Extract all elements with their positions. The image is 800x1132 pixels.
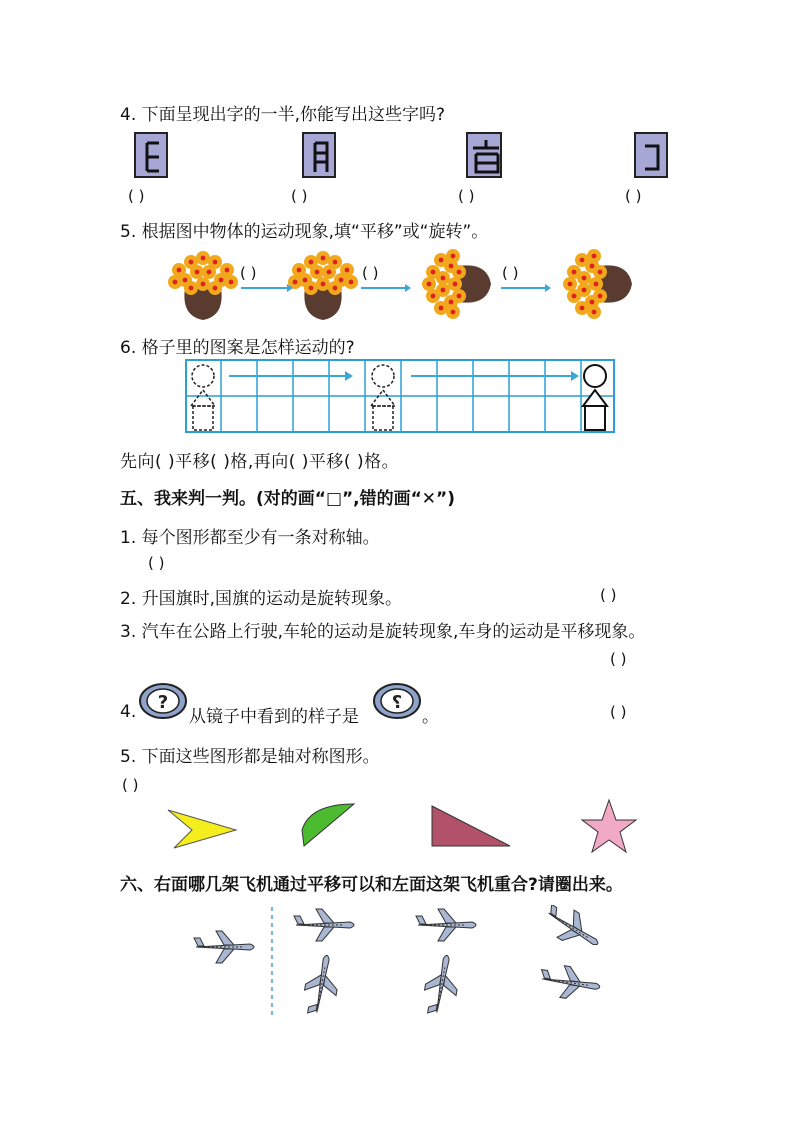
judge-item-3-text: 3. 汽车在公路上行驶,车轮的运动是旋转现象,车身的运动是平移现象。 [120, 622, 646, 642]
airplane-option-5 [421, 953, 463, 1018]
judge-item-1-answer[interactable]: ( ) [148, 554, 165, 572]
flowerpot-2 [288, 251, 358, 320]
q5-answer-2[interactable]: ( ) [362, 264, 379, 282]
judge-item-1-text: 1. 每个图形都至少有一条对称轴。 [120, 528, 380, 548]
flowerpot-4 [563, 249, 632, 319]
q4-text: 4. 下面呈现出字的一半,你能写出这些字吗? [120, 105, 446, 125]
arrowhead-shape [168, 810, 236, 848]
half-e-icon [136, 134, 170, 180]
airplane-option-4 [301, 953, 343, 1018]
q6-fill-text[interactable]: 先向( )平移( )格,再向( )平移( )格。 [120, 452, 400, 472]
judge-item-3-answer[interactable]: ( ) [610, 650, 627, 668]
q4-answer-2[interactable]: ( ) [291, 187, 308, 205]
half-gu-icon [468, 134, 504, 180]
q4-answer-3[interactable]: ( ) [458, 187, 475, 205]
airplane-option-3 [538, 905, 606, 957]
q5-answer-3[interactable]: ( ) [502, 264, 519, 282]
section5-title: 五、我来判一判。(对的画“□”,错的画“✕”) [120, 489, 455, 509]
question-mark-icon [138, 682, 188, 720]
translation-grid [185, 359, 617, 435]
half-character-tile-1 [134, 132, 168, 178]
q6-text: 6. 格子里的图案是怎样运动的? [120, 338, 355, 358]
judge-item-2-answer[interactable]: ( ) [600, 586, 617, 604]
star-shape [582, 800, 636, 852]
section6-title: 六、右面哪几架飞机通过平移可以和左面这架飞机重合?请圈出来。 [120, 875, 623, 895]
airplane-option-1 [294, 909, 354, 941]
flowerpot-sequence [165, 240, 645, 322]
half-yue-icon [304, 134, 338, 180]
svg-text:?: ? [157, 692, 169, 713]
airplane-panel [190, 905, 620, 1020]
airplane-option-2 [416, 909, 476, 941]
judge-item-5-text: 5. 下面这些图形都是轴对称图形。 [120, 747, 380, 767]
judge-item-4-answer[interactable]: ( ) [610, 703, 627, 721]
q5-text: 5. 根据图中物体的运动现象,填“平移”或“旋转”。 [120, 222, 489, 242]
half-character-tile-2 [302, 132, 336, 178]
svg-text:?: ? [391, 692, 403, 713]
judge-item-5-answer[interactable]: ( ) [122, 776, 139, 794]
judge-item-4-prefix: 4. [120, 702, 137, 722]
q5-answer-1[interactable]: ( ) [240, 264, 257, 282]
right-triangle-shape [432, 806, 510, 846]
q4-answer-4[interactable]: ( ) [625, 187, 642, 205]
judge-item-4-middle: 从镜子中看到的样子是 [189, 707, 359, 727]
half-character-tile-4 [634, 132, 668, 178]
half-character-tile-3 [466, 132, 502, 178]
flowerpot-3 [422, 249, 491, 319]
judge-item-2-text: 2. 升国旗时,国旗的运动是旋转现象。 [120, 589, 403, 609]
flowerpot-1 [168, 251, 238, 320]
q4-answer-1[interactable]: ( ) [128, 187, 145, 205]
leaf-sector-shape [302, 804, 354, 846]
symmetry-shapes [160, 796, 640, 854]
mirrored-question-mark-icon [372, 682, 422, 720]
reference-airplane [194, 931, 254, 963]
judge-item-4-suffix: 。 [422, 707, 439, 727]
half-bracket-icon [636, 134, 670, 180]
airplane-option-6 [538, 963, 602, 1003]
